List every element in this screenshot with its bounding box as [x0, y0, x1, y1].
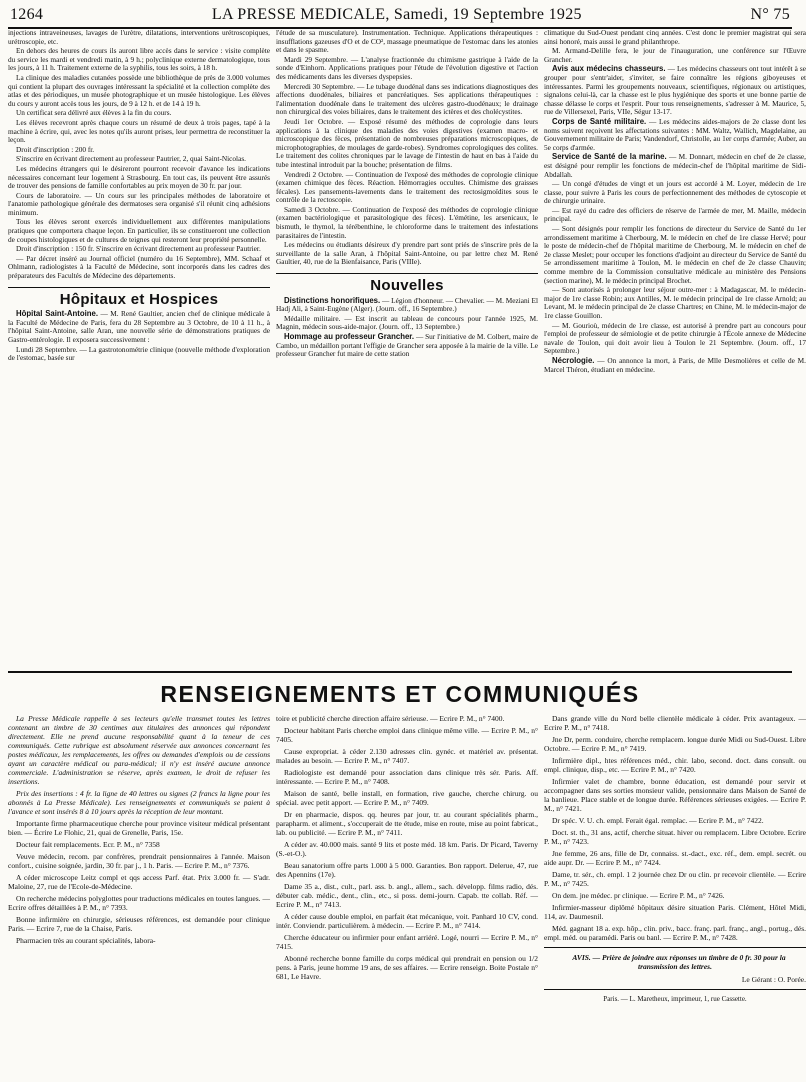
article-title: Nécrologie. — [552, 355, 595, 365]
divider — [544, 947, 806, 948]
paragraph: La clinique des maladies cutanées possède une bibliothèque de près de 3.000 volumes qui contient la plupart des ouvrages intéressant la spécialité et la collection complète des atlas et des périodiques, un musée photographique et un musée histologique. Les élèves du cours y auront accès tous les jours, de 9 à 12 h. et de 14 à 19 h. — [8, 72, 270, 108]
article-text: — Les médecins aides-majors de 2e classe dont les noms suivent reçoivent les affectations suivantes : MM. Waltz, Wallich, Magdelaine, au Gouvernement militaire de Paris; Vandendorf, Christolle, au 1er corps d'armée; Auber, au 5e corps d'armée. — [544, 116, 806, 152]
classified-ad: A céder av. 40.000 mais. santé 9 lits et poste méd. 18 km. Paris. Dr Picard, Taverny (S.-et-O.). — [276, 840, 538, 858]
classified-ad: Méd. gagnant 18 a. exp. hôp., clin. priv., bacc. franç. parl. franç., angl., portug., dés. empl. méd. ou paramédi. Paris ou banl. — Ecrire P. M., n° 7428. — [544, 924, 806, 942]
classified-ad: Importante firme pharmaceutique cherche pour province visiteur médical présentant bien. — Écrire Le Flohic, 21, quai de Grenelle, Paris, 15e. — [8, 819, 270, 837]
paragraph: — Est rayé du cadre des officiers de réserve de l'armée de mer, M. Maille, médecin principal. — [544, 205, 806, 224]
article-text: — Sur l'initiative de M. Colbert, maire de Cambo, un médaillon portant l'effigie de Grancher sera apposée à la mairie de la ville. Le professeur Grancher fut maire de cette station — [276, 332, 538, 359]
classifieds-column-3 — [544, 714, 806, 1074]
article-title: Hommage au professeur Grancher. — [284, 332, 415, 341]
paragraph: Mercredi 30 Septembre. — Le tubage duodénal dans ses indications diagnostiques des affections duodénales, biliaires et pancréatiques. Ses applications thérapeutiques : l'alimentation duodénale dans le traitement des ulcères gastro-duodénaux; le drainage non chirurgical des voies biliaires, dans le traitement des ictères et des cholécystites. — [276, 81, 538, 117]
printer-credit: Paris. — L. Maretheux, imprimeur, 1, rue Cassette. — [603, 995, 747, 1003]
paragraph: M. Armand-Delille fera, le jour de l'inauguration, une conférence sur l'Œuvre Grancher. — [544, 46, 806, 64]
classified-ad: Jne femme, 26 ans, fille de Dr, connaiss. st.-dact., exc. réf., dem. empl. secrét. ou aide aupr. Dr. — Ecrire P. M., n° 7424. — [544, 849, 806, 867]
classified-ad: Infirmière dipl., htes références méd., chir. labo, second. doct. dans consult. ou empl. clinique, disp., etc. — Ecrire P. M., n° 7420. — [544, 756, 806, 774]
paragraph: En dehors des heures de cours ils auront libre accès dans le service : visite complète du service les mardi et vendredi matin, à 9 h.; polyclinique externe dermatologique, tous les jours, à 11 h. Traitement externe de la syphilis, tous les soirs, à 18 h. — [8, 46, 270, 73]
page-header — [8, 4, 792, 29]
paragraph: Vendredi 2 Octobre. — Continuation de l'exposé des méthodes de coprologie clinique (examen chimique des fèces. Réaction. Hémorragies occultes. Chimisme des graisses fécales). Les pansements-lavements dans le traitement des rectosigmoïdites sous le contrôle de la rectoscopie. — [276, 169, 538, 205]
classified-ad: Doct. st. th., 31 ans, actif, cherche situat. hiver ou remplacem. Libre Octobre. Ecrire P. M., n° 7423. — [544, 828, 806, 846]
column-2 — [276, 29, 538, 671]
article-title: Hôpital Saint-Antoine. — [16, 309, 99, 319]
reply-notice: AVIS. — Prière de joindre aux réponses un timbre de 0 fr. 30 pour la transmission des lettres. — [572, 953, 786, 971]
classified-ad: Beau sanatorium offre parts 1.000 à 5 000. Garanties. Bon rapport. Delerue, 47, rue des Apennins (17e). — [276, 861, 538, 879]
paragraph: Samedi 3 Octobre. — Continuation de l'exposé des méthodes de coprologie clinique (examen bactériologique et parasitologique des fèces). L'émétine, les arsenicaux, le bismuth, le thymol, la térébenthine, le chloroforme dans le traitement des infestations parasitaires de l'intestin. — [276, 204, 538, 240]
classifieds-pricing: Prix des insertions : 4 fr. la ligne de 40 lettres ou signes (2 francs la ligne pour les abonnés à La Presse Médicale). Les renseignements et communiqués se paient à l'avance et sont insérés 8 à 10 jours après la réception de leur montant. — [8, 789, 270, 816]
classified-ad: On dem. jne médec. pr clinique. — Ecrire P. M., n° 7426. — [552, 891, 725, 900]
article-text: — Les médecins chasseurs ont tout intérêt à se grouper pour s'entr'aider, s'inviter, se faire connaître les régions giboyeuses et intéressantes. Parmi les groupements nouveaux, scientifiques, régionaux ou artistiques, signalons celui-là, car la chasse est le plus hygiénique des sports et une bonne partie de chasse délasse le corps et l'esprit. Pour tous renseignements, s'adresser à M. Maurice, 5, rue de Villersexel, Paris, VIIe, Ségur 13-17. — [544, 64, 806, 117]
classified-ad: On recherche médecins polyglottes pour traductions médicales en toutes langues. — Ecrire offres détaillées à P. M., n° 7393. — [8, 894, 270, 912]
classifieds-intro: La Presse Médicale rappelle à ses lecteurs qu'elle transmet toutes les lettres contenant un timbre de 30 centimes aux titulaires des annonces qui répondent directement. Elle ne prend aucune responsabilité quant à la teneur de ces communiqués. Cette rubrique est absolument réservée aux annonces concernant les postes médicaux, les remplacements, les offres ou demandes d'emplois ou de cessions ayant un caractère médical ou para-médical; il n'y est inséré aucune annonce commerciale. L'administration se réserve, après examen, le droit de refuser les insertions. — [8, 714, 270, 786]
paragraph: — Par décret inséré au Journal officiel (numéro du 16 Septembre), MM. Schaaf et Ohlmann, radiologistes à la Faculté de Médecine, sont incorporés dans les cadres des préparateurs des Facultés de Médecine des départements. — [8, 253, 270, 281]
classified-ad: Infirmier-masseur diplômé hôpitaux désire situation Paris. Clément, Hôtel Midi, 114, av. Daumesnil. — [544, 903, 806, 921]
paragraph: Cours de laboratoire. — Un cours sur les principales méthodes de laboratoire et l'anatomie pathologique générale des dermatoses sera organisé s'il réunit cinq adhésions minimum. — [8, 190, 270, 217]
article-title: Service de Santé de la marine. — [552, 152, 667, 162]
paragraph: Droit d'inscription : 150 fr. S'inscrire en écrivant directement au professeur Pautrier. — [16, 244, 261, 254]
classified-ad: Jne Dr, perm. conduire, cherche remplacem. longue durée Midi ou Sud-Ouest. Libre Octobre. — Ecrire P. M., n° 7419. — [544, 735, 806, 753]
article-distinctions — [276, 297, 538, 314]
classified-ad: Maison de santé, belle install, en formation, rive gauche, cherche chirurg. ou spécial. avec petit apport. — Ecrire P. M., n° 7409. — [276, 789, 538, 807]
classified-ad: Pharmacien très au courant spécialités, labora- — [16, 936, 156, 945]
paragraph: — M. Gourioù, médecin de 1re classe, est autorisé à prendre part au concours pour l'emploi de professeur de sémiologie et de petite chirurgie à l'École annexe de Médecine navale de Toulon, qui doit avoir lieu à Toulon le 21 Septembre. (Journ. off., 17 Septembre.) — [544, 320, 806, 356]
paragraph: climatique du Sud-Ouest pendant cinq années. C'est donc le premier magistrat qui sera ainsi honoré, mais aussi le grand philanthrope. — [544, 28, 806, 46]
classified-ad: Dr en pharmacie, dispos. qq. heures par jour, tr. au courant spécialités pharm., parapharm. et aliment., s'occuperait de tte étude, mise en route, mise au point fabricat., lab. ou publicité. — Ecrire P. M., n° 7411. — [276, 810, 538, 837]
classified-ad: Dr spéc. V. U. ch. empl. Ferait égal. remplac. — Ecrire P. M., n° 7422. — [552, 816, 764, 825]
classified-ad: Infirmier valet de chambre, bonne éducation, est demandé pour servir et accompagner dans ses sorties monsieur valide, pensionnaire dans Maison de Santé de la banlieue. Place stable et de longue durée. Références sérieuses exigées. — Ecrire P. M., n° 7421. — [544, 777, 806, 813]
article-title: Avis aux médecins chasseurs. — [552, 64, 666, 74]
section-heading-hopitaux: Hôpitaux et Hospices — [8, 287, 270, 305]
article-text: — M. Donnart, médecin en chef de 2e classe, est désigné pour remplir les fonctions de médecin-chef de l'hôpital maritime de Sidi-Abdallah. — [544, 152, 806, 179]
article-hopital-saint-antoine — [8, 310, 270, 344]
article-avis-chasseurs — [544, 65, 806, 117]
classified-ad: Abonné recherche bonne famille du corps médical qui prendrait en pension ou 1/2 pens. à Paris, jeune homme 19 ans, de ses affaires. — Ecrire renseign. Boite Postale n° 681, Le Havre. — [276, 954, 538, 981]
publication-title: LA PRESSE MEDICALE, Samedi, 19 Septembre 1925 — [211, 6, 582, 23]
column-1 — [8, 29, 270, 671]
article-marine — [544, 153, 806, 179]
article-title: Corps de Santé militaire. — [552, 116, 647, 126]
classifieds-heading: RENSEIGNEMENTS ET COMMUNIQUÉS — [160, 681, 640, 707]
column-3 — [544, 29, 806, 671]
issue-number: N° 75 — [750, 6, 790, 23]
article-title: Distinctions honorifiques. — [284, 295, 381, 305]
paragraph: Lundi 28 Septembre. — La gastrotonométrie clinique (nouvelle méthode d'exploration de l'estomac, basée sur — [8, 344, 270, 363]
classified-ad: Dans grande ville du Nord belle clientèle médicale à céder. Prix avantageux. — Ecrire P. M., n° 7418. — [544, 714, 806, 732]
classified-ad: A céder microscope Leitz compl et qqs access Parf. état. Prix 3.000 fr. — S'adr. Maloine, 27, rue de l'Ecole-de-Médecine. — [8, 873, 270, 891]
paragraph: injections intraveineuses, lavages de l'urètre, dilatations, interventions urétroscopiques, urétroscopie, etc. — [8, 28, 270, 46]
classified-ad: Docteur fait remplacements. Ecr. P. M., n° 7358 — [16, 840, 160, 849]
article-text: — M. René Gaultier, ancien chef de clinique médicale à la Faculté de Médecine de Paris, fera du 28 Septembre au 3 Octobre, de 10 à 11 h., à l'hôpital Saint-Antoine, salle Aran, une nouvelle série de démonstrations pratiques de Gastro-entérologie. Il exposera successivement : — [8, 309, 270, 344]
paragraph: — Sont désignés pour remplir les fonctions de directeur du Service de Santé du 1er arrondissement maritime à Cherbourg, M. le médecin en chef de 1re classe Hervé; pour le poste de médecin-chef de l'hôpital maritime de Cherbourg, M. le médecin en chef de 2e classe Meslet; pour occuper les fonctions d'adjoint au directeur du Service de Santé du 5e arrondissement maritime à Toulon, M. le médecin en chef de 2e classe Chauvin; comme membre de la Commission consultative médicale au ministère des Pensions (section marine), M. le médecin principal Brochet. — [544, 224, 806, 285]
paragraph: Les médecins étrangers qui le désireront pourront recevoir d'avance les indications nécessaires concernant leur logement à Strasbourg. En tout cas, ils peuvent être assurés de trouver des pensions de famille confortables au prix moyen de 30 fr. par jour. — [8, 163, 270, 191]
divider — [544, 989, 806, 990]
classifieds-column-1 — [8, 714, 270, 1074]
paragraph: Les médecins ou étudiants désireux d'y prendre part sont priés de s'inscrire près de la surveillante de la salle Aran, à l'hôpital Saint-Antoine, ou par lettre chez M. René Gaultier, 40, rue de la Bienfaisance, Paris (VIIIe). — [276, 240, 538, 267]
classified-ad: Veuve médecin, recom. par confrères, prendrait pensionnaires à l'année. Maison confort., cuisine soignée, jardin, 30 fr. par j., 1 h. Paris. — Ecrire P. M., n° 7376. — [8, 852, 270, 870]
paragraph: Mardi 29 Septembre. — L'analyse fractionnée du chimisme gastrique à l'aide de la sonde d'Einhorn. Applications pratiques pour l'étude de l'évolution digestive et l'action des médicaments dans les diverses dyspepsies. — [276, 54, 538, 81]
paragraph: Médaille militaire. — Est inscrit au tableau de concours pour l'année 1925, M. Magnin, médecin sous-aide-major. (Journ. off., 13 Septembre.) — [276, 313, 538, 332]
classified-ad: Cherche éducateur ou infirmier pour enfant arriéré. Logé, nourri — Ecrire P. M., n° 7415. — [276, 933, 538, 951]
classified-ad: Cause expropriat. à céder 2.130 adresses clin. gynéc. et matériel av. présentat. malades au besoin. — Ecrire P. M., n° 7407. — [276, 747, 538, 765]
paragraph: Jeudi 1er Octobre. — Exposé résumé des méthodes de coprologie dans leurs applications à la clinique des maladies des voies digestives (examen macro- et microscopique des fèces, présentation de nombreuses préparations microscopiques, de microphotographies, de moulages de garde-robes). Syndromes coprologiques des colites. Le traitement des colites chroniques par le lavage de l'intestin de haut en bas à l'aide du tube intestinal introduit par la bouche; présentation de films. — [276, 116, 538, 169]
article-text: — On annonce la mort, à Paris, de Mlle Desmolières et celle de M. Marcel Théron, étudiant en médecine. — [544, 355, 806, 374]
classified-ad: Dame, tr. sér., ch. empl. 1 2 journée chez Dr ou clin. pr recevoir clientèle. — Ecrire P. M., n° 7425. — [544, 870, 806, 888]
section-heading-nouvelles: Nouvelles — [276, 273, 538, 291]
paragraph: — Un congé d'études de vingt et un jours est accordé à M. Loyer, médecin de 1re classe, pour suivre à Paris les cours de perfectionnement des méthodes de cytoscopie et de chirurgie urinaire. — [544, 179, 806, 206]
article-text: — Légion d'honneur. — Chevalier. — M. Meziani El Hadj Ali, à Saint-Eugène (Alger). (Journ. off., 16 Septembre.) — [276, 295, 538, 314]
paragraph: Droit d'inscription : 200 fr. — [16, 144, 95, 154]
classified-ad: Radiologiste est demandé pour association dans clinique très sér. Paris. Aff. intéressante. — Ecrire P. M., n° 7408. — [276, 768, 538, 786]
classified-ad: Bonne infirmière en chirurgie, sérieuses références, est demandée pour clinique Paris. — Ecrire 7, rue de la Chaise, Paris. — [8, 915, 270, 933]
paragraph: Tous les élèves seront exercés individuellement aux différentes manipulations pratiques que comportera chaque leçon. En particulier, ils se constitueront une collection de coupes histologiques et de cultures de teignes qui resteront leur propriété personnelle. — [8, 217, 270, 244]
paragraph: Un certificat sera délivré aux élèves à la fin du cours. — [16, 108, 172, 118]
paragraph: Les élèves recevront après chaque cours un résumé de deux à trois pages, tapé à la machine à écrire, qui, avec les notes qu'ils auront prises, leur permettra de reconstituer la leçon. — [8, 117, 270, 145]
paragraph: S'inscrire en écrivant directement au professeur Pautrier, 2, quai Saint-Nicolas. — [16, 154, 246, 164]
page-number: 1264 — [10, 6, 44, 23]
classified-ad: Docteur habitant Paris cherche emploi dans clinique même ville. — Ecrire P. M., n° 7405. — [276, 726, 538, 744]
news-columns — [8, 28, 806, 673]
classified-ad: A céder cause double emploi, en parfait état mécanique, voit. Panhard 10 CV, cond. intér. Conviendr. particulièrem. à médecin. — Ecrire P. M., n° 7414. — [276, 912, 538, 930]
manager-signature: Le Gérant : O. Porée. — [741, 975, 806, 984]
classifieds-columns — [8, 714, 806, 1074]
classified-ad: Dame 35 a., dist., cult., parl. ass. b. angl., allem., sach. développ. films radio, dés. débuter cab. médic., dent., clin., etc., si poss. demi-journ. Capab. tte collab. Réf. — Ecrire P. M., n° 7413. — [276, 882, 538, 909]
article-hommage-grancher — [276, 333, 538, 359]
article-necrologie — [544, 357, 806, 374]
classified-ad: toire et publicité cherche direction affaire sérieuse. — Ecrire P. M., n° 7400. — [276, 714, 505, 723]
classifieds-column-2 — [276, 714, 538, 1074]
paragraph: — Sont autorisés à prolonger leur séjour outre-mer : à Madagascar, M. le médecin-major de 1re classe Robin; aux Antilles, M. le médecin principal de 1re classe Arnold; au Levant, M. le médecin principal de 2e classe Chartres; en Chine, M. le médecin-major de 1re classe Gouillon. — [544, 285, 806, 320]
article-corps-sante — [544, 118, 806, 152]
paragraph: l'étude de sa musculature). Instrumentation. Technique. Applications thérapeutiques : insufflations gazeuses d'O et de CO², massage pneumatique de l'estomac dans les atonies et dans le spasme. — [276, 28, 538, 55]
